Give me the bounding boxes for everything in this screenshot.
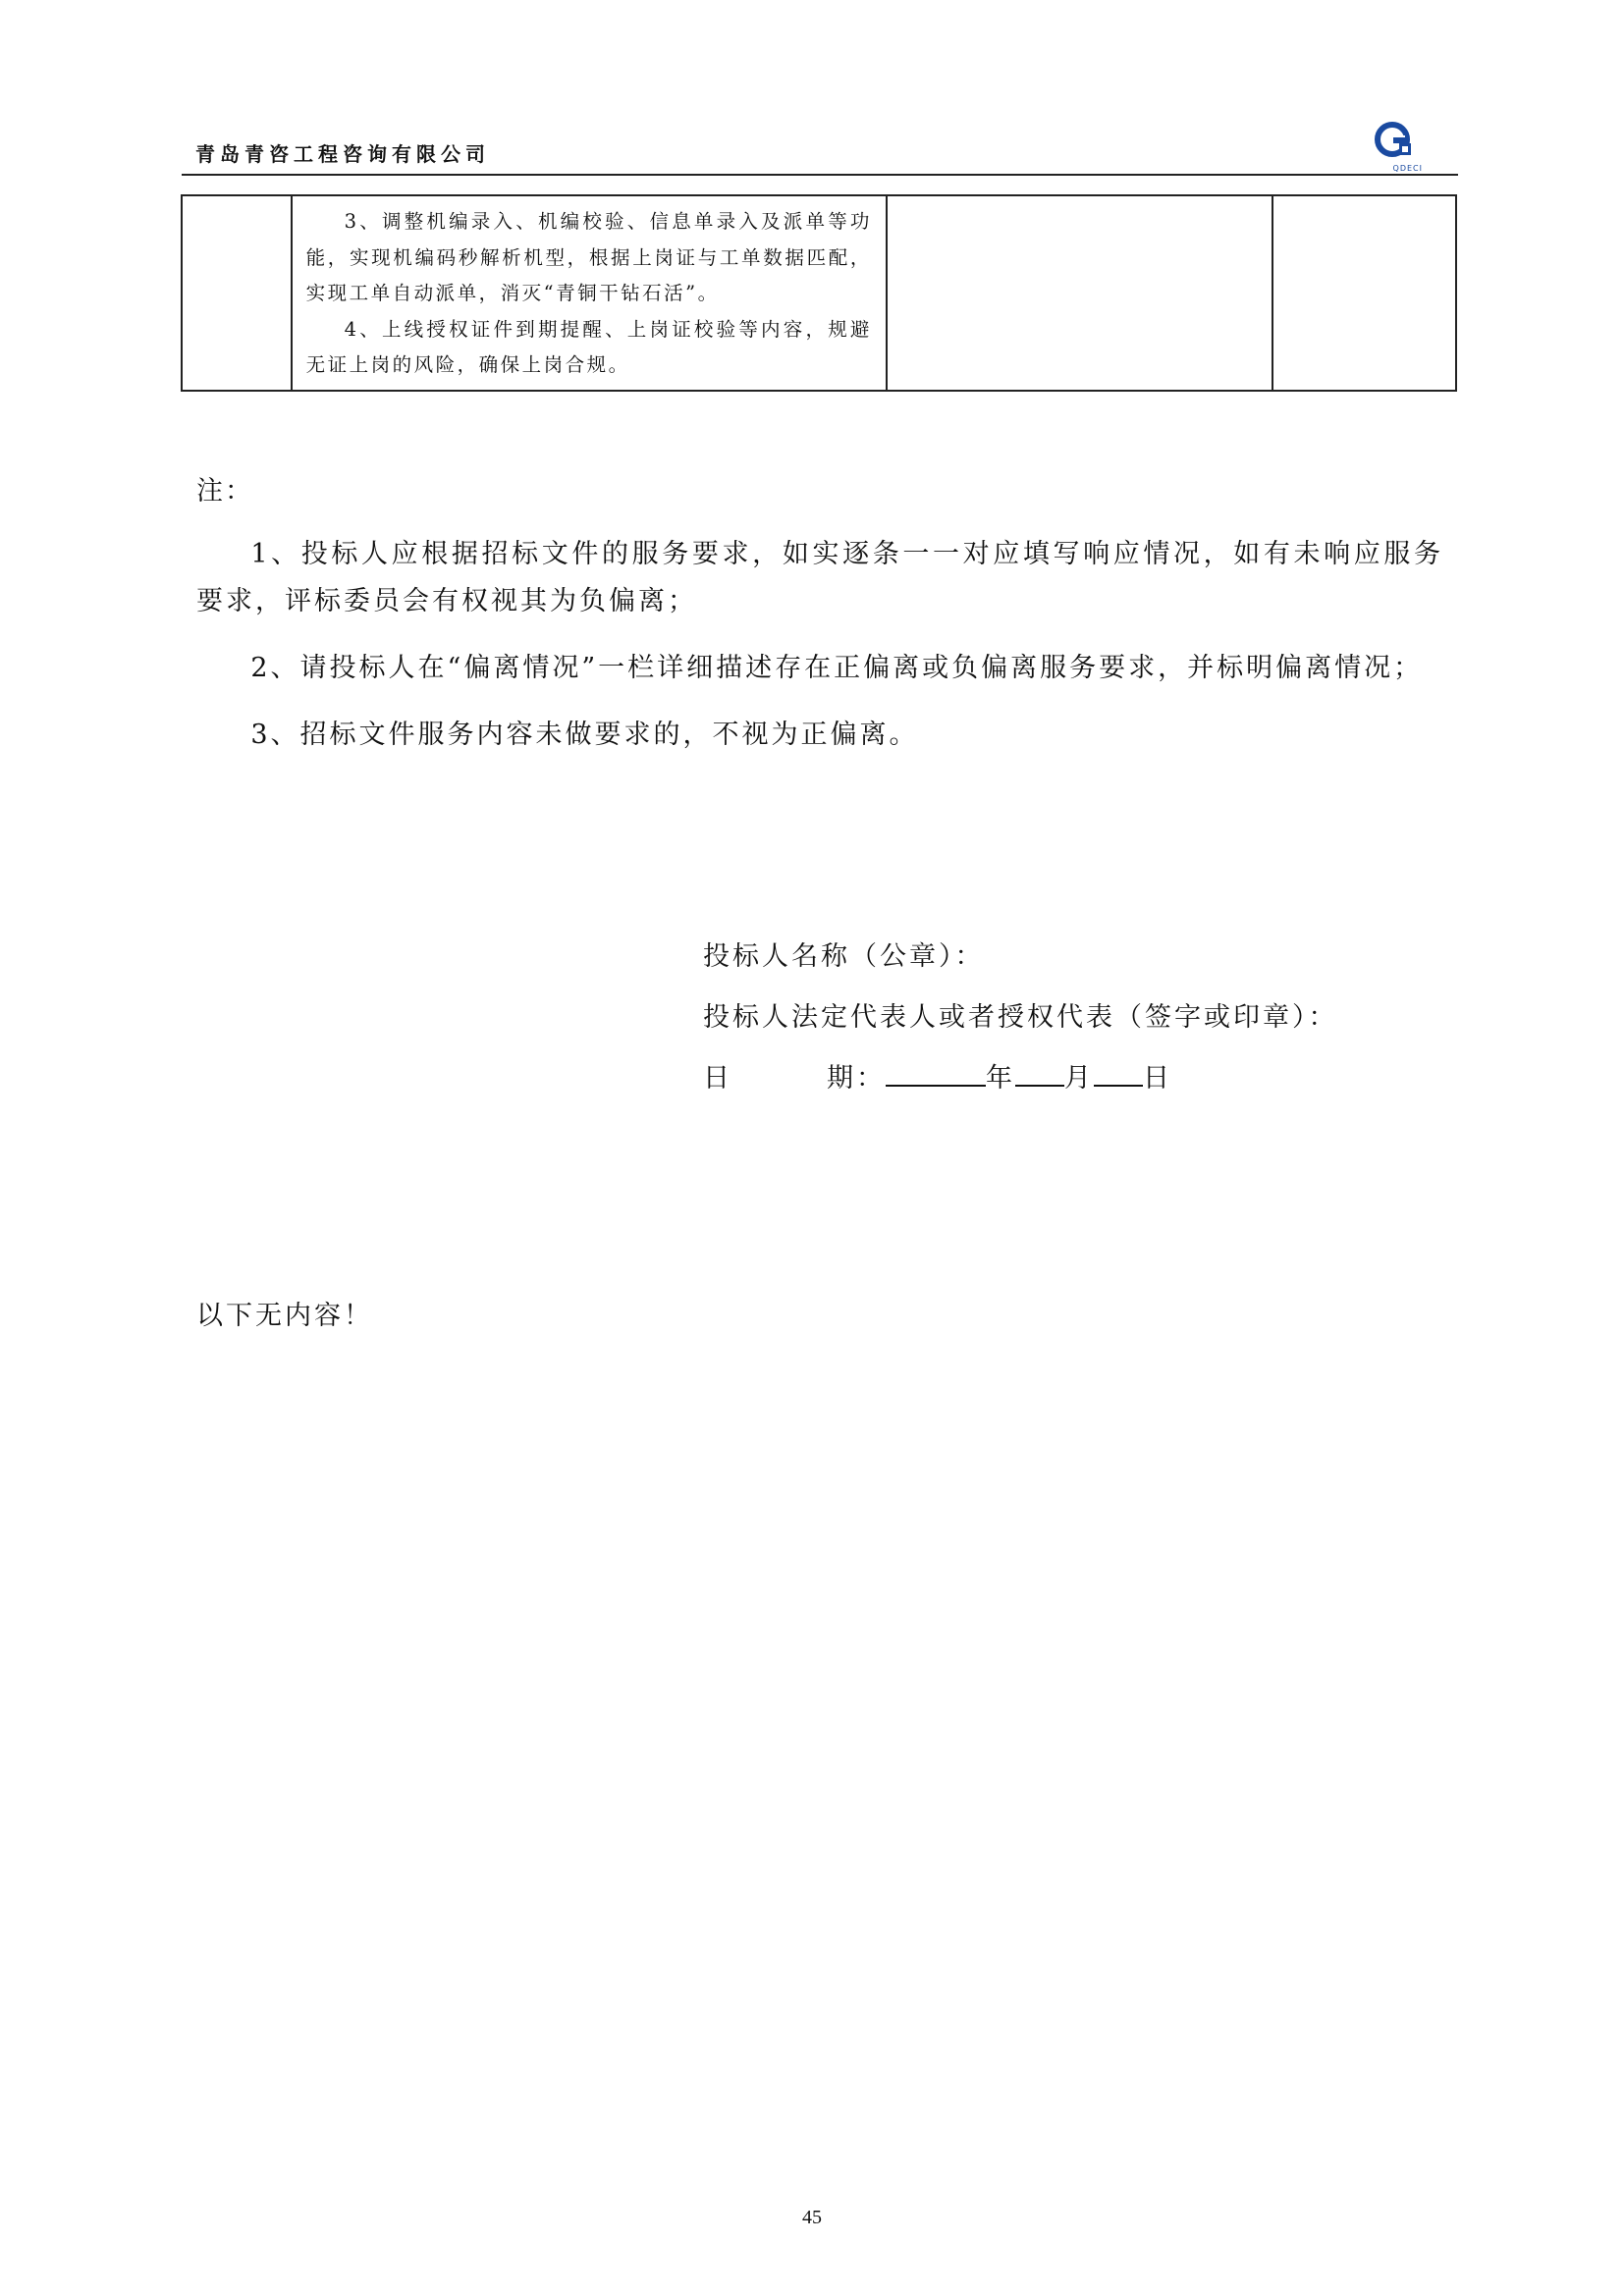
date-line [703, 1052, 1338, 1113]
company-name: 青岛青咨工程咨询有限公司 [195, 142, 490, 166]
header-rule [182, 174, 1458, 176]
year-label: 年 [986, 1063, 1015, 1094]
page-header [182, 128, 1458, 177]
content-paragraph: 4、上线授权证件到期提醒、上岗证校验等内容，规避无证上岗的风险，确保上岗合规。 [305, 317, 872, 376]
table-cell-response [887, 195, 1272, 391]
notes-title: 注： [196, 476, 253, 507]
response-table [181, 194, 1457, 392]
notes-section [196, 469, 1443, 778]
table-cell-deviation [1272, 195, 1456, 391]
date-label-period-char: 期： [827, 1063, 886, 1094]
day-label: 日 [1143, 1063, 1172, 1094]
logo-text: QDECI [1392, 164, 1423, 173]
page-number: 45 [802, 2207, 822, 2228]
note-item: 3、招标文件服务内容未做要求的，不视为正偏离。 [250, 720, 919, 750]
note-item: 2、请投标人在“偏离情况”一栏详细描述存在正偏离或负偏离服务要求，并标明偏离情况； [250, 653, 1424, 683]
content-paragraph: 3、调整机编录入、机编校验、信息单录入及派单等功能，实现机编码秒解析机型，根据上岗证与工单数据匹配，实现工单自动派单，消灭“青铜干钻石活”。 [305, 210, 872, 304]
end-of-content-text: 以下无内容！ [196, 1301, 373, 1331]
day-blank [1094, 1055, 1143, 1087]
note-item: 1、投标人应根据招标文件的服务要求，如实逐条一一对应填写响应情况，如有未响应服务要求，评标委员会有权视其为负偏离； [196, 539, 1443, 616]
representative-label: 投标人法定代表人或者授权代表（签字或印章）： [703, 1002, 1338, 1033]
year-blank [886, 1055, 986, 1087]
signature-block [703, 931, 1338, 1113]
table-row [182, 195, 1456, 391]
table-cell-content [292, 195, 887, 391]
bidder-name-label: 投标人名称（公章）： [703, 941, 985, 972]
month-blank [1015, 1055, 1064, 1087]
table-cell-index [182, 195, 292, 391]
company-logo-icon [1372, 120, 1419, 167]
date-label-day-char: 日 [703, 1063, 732, 1094]
month-label: 月 [1064, 1063, 1094, 1094]
